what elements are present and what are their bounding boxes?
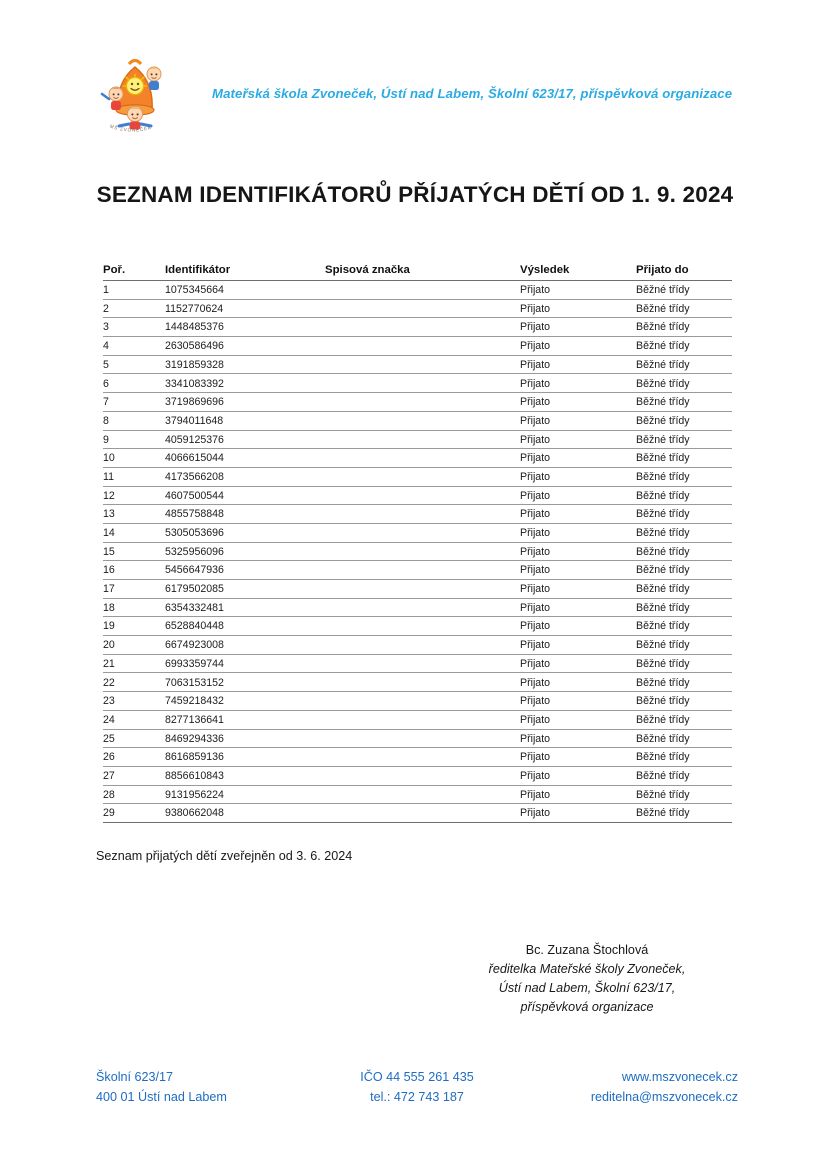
- cell-identifier: 4607500544: [165, 486, 325, 505]
- publish-note: Seznam přijatých dětí zveřejněn od 3. 6. 2024: [96, 849, 353, 863]
- cell-file-mark: [325, 337, 520, 356]
- cell-admitted-to: Běžné třídy: [636, 355, 732, 374]
- cell-poradi: 1: [103, 281, 165, 300]
- cell-result: Přijato: [520, 766, 636, 785]
- table-row: [103, 580, 732, 599]
- cell-result: Přijato: [520, 636, 636, 655]
- table-row: [103, 486, 732, 505]
- identifiers-table-container: [103, 264, 732, 823]
- cell-poradi: 13: [103, 505, 165, 524]
- cell-result: Přijato: [520, 654, 636, 673]
- cell-result: Přijato: [520, 467, 636, 486]
- identifiers-table: [103, 264, 732, 823]
- cell-poradi: 16: [103, 561, 165, 580]
- table-row: [103, 374, 732, 393]
- cell-admitted-to: Běžné třídy: [636, 411, 732, 430]
- cell-identifier: 1152770624: [165, 299, 325, 318]
- cell-result: Přijato: [520, 617, 636, 636]
- cell-identifier: 2630586496: [165, 337, 325, 356]
- signature-role-3: příspěvková organizace: [520, 1000, 654, 1015]
- cell-identifier: 9131956224: [165, 785, 325, 804]
- cell-identifier: 6674923008: [165, 636, 325, 655]
- cell-result: Přijato: [520, 748, 636, 767]
- table-row: [103, 561, 732, 580]
- table-row: [103, 449, 732, 468]
- cell-file-mark: [325, 505, 520, 524]
- signature-role-2: Ústí nad Labem, Školní 623/17,: [498, 981, 676, 996]
- cell-admitted-to: Běžné třídy: [636, 804, 732, 823]
- cell-admitted-to: Běžné třídy: [636, 393, 732, 412]
- signature-role-1: ředitelka Mateřské školy Zvoneček,: [488, 962, 686, 977]
- cell-poradi: 2: [103, 299, 165, 318]
- cell-file-mark: [325, 673, 520, 692]
- cell-poradi: 15: [103, 542, 165, 561]
- cell-poradi: 26: [103, 748, 165, 767]
- cell-admitted-to: Běžné třídy: [636, 486, 732, 505]
- cell-admitted-to: Běžné třídy: [636, 430, 732, 449]
- cell-identifier: 8277136641: [165, 710, 325, 729]
- table-row: [103, 654, 732, 673]
- footer-street: Školní 623/17: [96, 1070, 174, 1084]
- cell-file-mark: [325, 523, 520, 542]
- footer-city: 400 01 Ústí nad Labem: [96, 1089, 227, 1104]
- cell-poradi: 7: [103, 393, 165, 412]
- cell-admitted-to: Běžné třídy: [636, 692, 732, 711]
- cell-admitted-to: Běžné třídy: [636, 467, 732, 486]
- cell-poradi: 22: [103, 673, 165, 692]
- table-row: [103, 785, 732, 804]
- cell-identifier: 4066615044: [165, 449, 325, 468]
- table-row: [103, 729, 732, 748]
- cell-admitted-to: Běžné třídy: [636, 281, 732, 300]
- table-row: [103, 318, 732, 337]
- cell-identifier: 3341083392: [165, 374, 325, 393]
- cell-file-mark: [325, 804, 520, 823]
- table-row: [103, 804, 732, 823]
- cell-admitted-to: Běžné třídy: [636, 449, 732, 468]
- cell-file-mark: [325, 430, 520, 449]
- cell-file-mark: [325, 598, 520, 617]
- table-row: [103, 710, 732, 729]
- cell-identifier: 6528840448: [165, 617, 325, 636]
- signature-block: [437, 941, 737, 1018]
- bell-logo-icon: [96, 52, 174, 138]
- cell-poradi: 6: [103, 374, 165, 393]
- table-row: [103, 430, 732, 449]
- cell-file-mark: [325, 748, 520, 767]
- cell-admitted-to: Běžné třídy: [636, 785, 732, 804]
- cell-poradi: 19: [103, 617, 165, 636]
- cell-identifier: 3794011648: [165, 411, 325, 430]
- table-row: [103, 337, 732, 356]
- cell-poradi: 12: [103, 486, 165, 505]
- table-row: [103, 393, 732, 412]
- cell-identifier: 3191859328: [165, 355, 325, 374]
- cell-file-mark: [325, 710, 520, 729]
- cell-admitted-to: Běžné třídy: [636, 374, 732, 393]
- cell-result: Přijato: [520, 337, 636, 356]
- column-header-poradi: Poř.: [103, 264, 165, 281]
- cell-result: Přijato: [520, 299, 636, 318]
- cell-poradi: 27: [103, 766, 165, 785]
- cell-identifier: 4855758848: [165, 505, 325, 524]
- cell-poradi: 3: [103, 318, 165, 337]
- cell-identifier: 3719869696: [165, 393, 325, 412]
- footer-email[interactable]: reditelna@mszvonecek.cz: [590, 1089, 738, 1104]
- table-row: [103, 523, 732, 542]
- cell-identifier: 9380662048: [165, 804, 325, 823]
- cell-result: Přijato: [520, 505, 636, 524]
- cell-admitted-to: Běžné třídy: [636, 673, 732, 692]
- cell-file-mark: [325, 486, 520, 505]
- table-row: [103, 692, 732, 711]
- cell-admitted-to: Běžné třídy: [636, 318, 732, 337]
- cell-result: Přijato: [520, 729, 636, 748]
- table-row: [103, 542, 732, 561]
- cell-result: Přijato: [520, 355, 636, 374]
- cell-admitted-to: Běžné třídy: [636, 748, 732, 767]
- cell-file-mark: [325, 654, 520, 673]
- school-logo: [96, 52, 174, 138]
- cell-poradi: 9: [103, 430, 165, 449]
- cell-identifier: 5305053696: [165, 523, 325, 542]
- cell-result: Přijato: [520, 804, 636, 823]
- cell-file-mark: [325, 617, 520, 636]
- cell-admitted-to: Běžné třídy: [636, 710, 732, 729]
- table-row: [103, 467, 732, 486]
- cell-poradi: 24: [103, 710, 165, 729]
- table-row: [103, 299, 732, 318]
- cell-admitted-to: Běžné třídy: [636, 337, 732, 356]
- cell-identifier: 7459218432: [165, 692, 325, 711]
- cell-poradi: 4: [103, 337, 165, 356]
- cell-poradi: 8: [103, 411, 165, 430]
- cell-result: Přijato: [520, 598, 636, 617]
- cell-file-mark: [325, 785, 520, 804]
- cell-result: Přijato: [520, 281, 636, 300]
- cell-file-mark: [325, 580, 520, 599]
- cell-file-mark: [325, 281, 520, 300]
- cell-identifier: 1448485376: [165, 318, 325, 337]
- footer-phone: tel.: 472 743 187: [370, 1089, 464, 1104]
- cell-identifier: 5456647936: [165, 561, 325, 580]
- cell-identifier: 4059125376: [165, 430, 325, 449]
- cell-identifier: 6993359744: [165, 654, 325, 673]
- cell-poradi: 23: [103, 692, 165, 711]
- table-row: [103, 748, 732, 767]
- cell-result: Přijato: [520, 486, 636, 505]
- footer-online: [524, 1068, 738, 1108]
- cell-result: Přijato: [520, 449, 636, 468]
- footer-contact: [310, 1068, 524, 1108]
- footer-address: [96, 1068, 310, 1108]
- cell-admitted-to: Běžné třídy: [636, 505, 732, 524]
- table-row: [103, 617, 732, 636]
- cell-poradi: 28: [103, 785, 165, 804]
- cell-admitted-to: Běžné třídy: [636, 542, 732, 561]
- cell-identifier: 4173566208: [165, 467, 325, 486]
- table-row: [103, 598, 732, 617]
- cell-poradi: 5: [103, 355, 165, 374]
- table-row: [103, 505, 732, 524]
- logo-caption: MŠ ZVONEČEK: [109, 123, 153, 133]
- column-header-result: Výsledek: [520, 264, 636, 281]
- cell-result: Přijato: [520, 692, 636, 711]
- cell-file-mark: [325, 467, 520, 486]
- cell-poradi: 21: [103, 654, 165, 673]
- cell-result: Přijato: [520, 411, 636, 430]
- signature-name: Bc. Zuzana Štochlová: [525, 943, 649, 957]
- table-row: [103, 766, 732, 785]
- cell-admitted-to: Běžné třídy: [636, 561, 732, 580]
- cell-identifier: 5325956096: [165, 542, 325, 561]
- cell-poradi: 29: [103, 804, 165, 823]
- cell-file-mark: [325, 411, 520, 430]
- cell-identifier: 8616859136: [165, 748, 325, 767]
- cell-file-mark: [325, 374, 520, 393]
- cell-poradi: 14: [103, 523, 165, 542]
- footer-ico: IČO 44 555 261 435: [360, 1070, 474, 1084]
- cell-result: Přijato: [520, 318, 636, 337]
- cell-identifier: 8856610843: [165, 766, 325, 785]
- table-header: [103, 264, 732, 281]
- cell-result: Přijato: [520, 673, 636, 692]
- cell-file-mark: [325, 692, 520, 711]
- cell-identifier: 6179502085: [165, 580, 325, 599]
- column-header-file-mark: Spisová značka: [325, 264, 520, 281]
- cell-admitted-to: Běžné třídy: [636, 766, 732, 785]
- cell-poradi: 10: [103, 449, 165, 468]
- cell-admitted-to: Běžné třídy: [636, 580, 732, 599]
- cell-poradi: 11: [103, 467, 165, 486]
- table-row: [103, 281, 732, 300]
- cell-result: Přijato: [520, 561, 636, 580]
- cell-identifier: 1075345664: [165, 281, 325, 300]
- table-body: [103, 281, 732, 823]
- table-row: [103, 411, 732, 430]
- cell-admitted-to: Běžné třídy: [636, 299, 732, 318]
- cell-result: Přijato: [520, 430, 636, 449]
- cell-result: Přijato: [520, 393, 636, 412]
- cell-admitted-to: Běžné třídy: [636, 523, 732, 542]
- cell-file-mark: [325, 729, 520, 748]
- cell-admitted-to: Běžné třídy: [636, 636, 732, 655]
- cell-admitted-to: Běžné třídy: [636, 654, 732, 673]
- cell-identifier: 7063153152: [165, 673, 325, 692]
- cell-result: Přijato: [520, 374, 636, 393]
- cell-poradi: 18: [103, 598, 165, 617]
- cell-admitted-to: Běžné třídy: [636, 617, 732, 636]
- document-header: [96, 52, 740, 144]
- table-row: [103, 673, 732, 692]
- document-footer: [96, 1068, 738, 1108]
- cell-identifier: 8469294336: [165, 729, 325, 748]
- table-header-row: [103, 264, 732, 281]
- cell-file-mark: [325, 318, 520, 337]
- cell-result: Přijato: [520, 523, 636, 542]
- cell-file-mark: [325, 636, 520, 655]
- column-header-admitted-to: Přijato do: [636, 264, 732, 281]
- cell-file-mark: [325, 299, 520, 318]
- cell-file-mark: [325, 542, 520, 561]
- cell-file-mark: [325, 561, 520, 580]
- cell-file-mark: [325, 449, 520, 468]
- cell-file-mark: [325, 355, 520, 374]
- footer-website[interactable]: www.mszvonecek.cz: [621, 1070, 738, 1084]
- cell-result: Přijato: [520, 580, 636, 599]
- cell-file-mark: [325, 393, 520, 412]
- table-row: [103, 636, 732, 655]
- cell-admitted-to: Běžné třídy: [636, 598, 732, 617]
- organization-name: Mateřská škola Zvoneček, Ústí nad Labem, Školní 623/17, příspěvková organizace: [212, 86, 733, 101]
- cell-poradi: 20: [103, 636, 165, 655]
- cell-poradi: 25: [103, 729, 165, 748]
- cell-poradi: 17: [103, 580, 165, 599]
- cell-identifier: 6354332481: [165, 598, 325, 617]
- table-row: [103, 355, 732, 374]
- page-title: SEZNAM IDENTIFIKÁTORŮ PŘÍJATÝCH DĚTÍ OD 1. 9. 2024: [96, 182, 734, 207]
- cell-result: Přijato: [520, 785, 636, 804]
- column-header-identifier: Identifikátor: [165, 264, 325, 281]
- cell-result: Přijato: [520, 542, 636, 561]
- cell-file-mark: [325, 766, 520, 785]
- cell-result: Přijato: [520, 710, 636, 729]
- cell-admitted-to: Běžné třídy: [636, 729, 732, 748]
